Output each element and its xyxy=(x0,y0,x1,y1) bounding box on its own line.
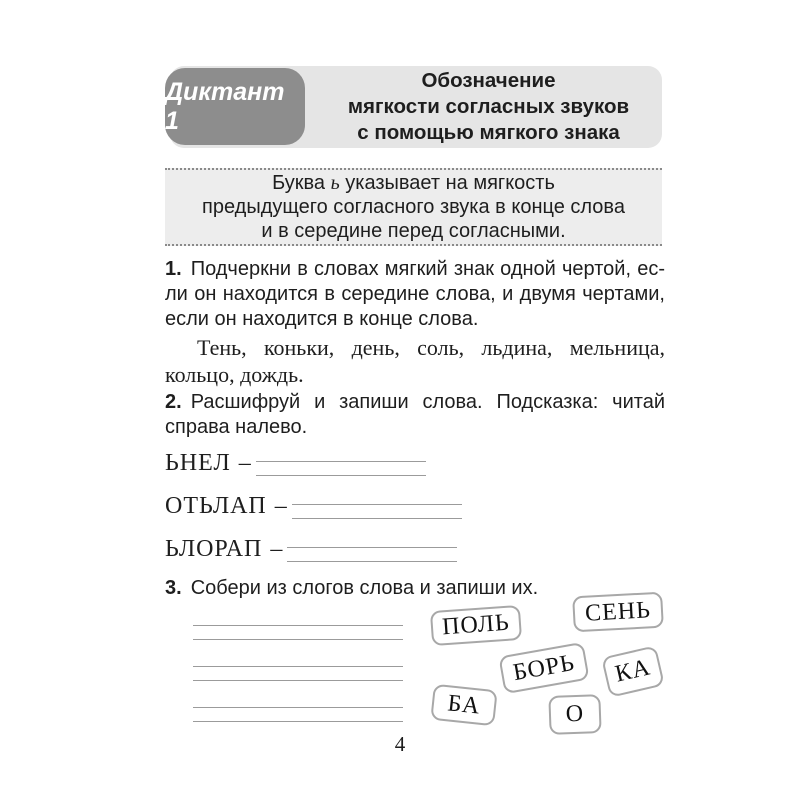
answer-blank xyxy=(256,461,426,476)
task-2-answers xyxy=(165,448,665,577)
writing-lines xyxy=(193,666,403,681)
syllable-card: СЕНЬ xyxy=(572,592,664,633)
lesson-title-line1: Обозначение xyxy=(421,69,556,92)
decode-row xyxy=(165,491,665,521)
writing-lines xyxy=(193,707,403,722)
lesson-title-line3: с помощью мягкого знака xyxy=(357,121,620,144)
dictation-number-badge: Диктант 1 xyxy=(165,68,305,145)
syllable-card: КА xyxy=(601,645,665,698)
scrambled-word: ОТЬЛАП xyxy=(165,493,267,519)
scrambled-word: ЬНЕЛ xyxy=(165,450,231,476)
decode-row xyxy=(165,448,665,478)
answer-blank xyxy=(287,547,457,562)
task-1-text: Подчеркни в словах мягкий знак одной чертой, если он находится в середине слова, и двумя чертами, если он находится в конце слова. xyxy=(165,258,665,330)
syllable-card: БОРЬ xyxy=(498,642,589,694)
task-1-number: 1. xyxy=(165,258,182,280)
task-1-word-list: Тень, коньки, день, соль, льдина, мельница, кольцо, дождь. xyxy=(165,335,665,387)
rule-box xyxy=(165,168,662,246)
rule-line1-post: указывает на мягкость xyxy=(339,172,555,194)
syllable-card: О xyxy=(548,694,601,735)
rule-line1 xyxy=(165,171,662,195)
task-2-text: Расшифруй и запиши слова. Подсказка: читай справа налево. xyxy=(165,391,665,438)
rule-line3: и в середине перед согласными. xyxy=(261,220,566,242)
page-number: 4 xyxy=(394,732,406,756)
dash: – xyxy=(274,493,288,519)
task-2-number: 2. xyxy=(165,391,182,413)
writing-lines xyxy=(193,625,403,640)
decode-row xyxy=(165,534,665,564)
syllable-card: БА xyxy=(430,684,497,726)
dash: – xyxy=(270,536,284,562)
page-header xyxy=(165,66,662,148)
task-3-work-area xyxy=(165,592,685,750)
soft-sign-letter: ь xyxy=(330,172,340,194)
task-3-text: Собери из слогов слова и запиши их. xyxy=(190,577,539,599)
task-1-instruction xyxy=(165,257,665,332)
lesson-title-line2: мягкости согласных звуков xyxy=(347,95,630,118)
scrambled-word: ЬЛОРАП xyxy=(165,536,263,562)
rule-line2: предыдущего согласного звука в конце слова xyxy=(202,196,625,218)
lesson-title xyxy=(348,68,629,146)
dash: – xyxy=(238,450,252,476)
task-3-number: 3. xyxy=(165,577,182,599)
syllable-card: ПОЛЬ xyxy=(430,605,522,646)
answer-blank xyxy=(292,504,462,519)
task-2-instruction xyxy=(165,390,665,440)
rule-line1-pre: Буква xyxy=(272,172,331,194)
